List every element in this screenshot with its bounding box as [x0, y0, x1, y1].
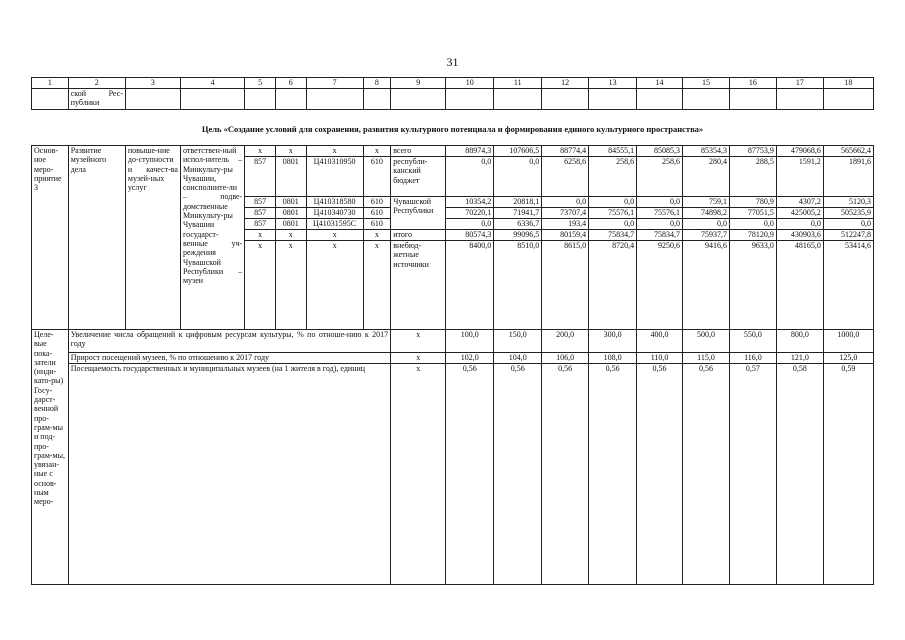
value-cell: 6336,7: [494, 219, 542, 230]
value-cell: 0,57: [729, 364, 776, 585]
value-cell: 288,5: [729, 157, 776, 197]
code-cell: x: [275, 146, 306, 157]
table-cell: [180, 89, 244, 110]
value-cell: 9416,6: [683, 241, 730, 330]
column-numbers-row: [32, 78, 874, 89]
continuation-row: [32, 89, 874, 110]
value-cell: 8720,4: [589, 241, 637, 330]
value-cell: 550,0: [729, 330, 776, 353]
value-cell: 8615,0: [542, 241, 589, 330]
measure-purpose: повыше-ние до-ступности и качест-ва музей-ных услуг: [125, 146, 180, 330]
code-cell: 857: [245, 157, 276, 197]
measure-executor: ответствен-ный испол-нитель – Минкульту-ры Чувашии, соисполните-ли – подве-домственные Минкульту-ры Чувашии государст-венные уч-реждения Чувашской Республики – музеи: [180, 146, 244, 330]
value-cell: 0,0: [823, 219, 873, 230]
value-cell: 75937,7: [683, 230, 730, 241]
table-cell: [275, 89, 306, 110]
value-cell: 400,0: [637, 330, 683, 353]
value-cell: 759,1: [683, 197, 730, 208]
value-cell: 107606,5: [494, 146, 542, 157]
value-cell: 430903,6: [776, 230, 823, 241]
goal-heading: Цель «Создание условий для сохранения, развития культурного потенциала и формирования единого культурного пространства»: [201, 124, 704, 134]
funding-source: республи-канский бюджет: [391, 157, 446, 197]
value-cell: 80574,3: [446, 230, 494, 241]
value-cell: 0,56: [542, 364, 589, 585]
code-cell: Ц410310950: [306, 157, 363, 197]
measure-title: Развитие музейного дела: [68, 146, 125, 330]
value-cell: 6258,6: [542, 157, 589, 197]
value-cell: 71941,7: [494, 208, 542, 219]
funding-source: всего: [391, 146, 446, 157]
column-number: 5: [245, 78, 276, 89]
indicator-text: Посещаемость государственных и муниципальных музеев (на 1 жителя в год), единиц: [68, 364, 390, 585]
table-cell: [32, 89, 69, 110]
funding-source: итого: [391, 230, 446, 241]
value-cell: 106,0: [542, 353, 589, 364]
value-cell: 70220,1: [446, 208, 494, 219]
code-cell: 0801: [275, 219, 306, 230]
value-cell: 0,0: [446, 157, 494, 197]
value-cell: 121,0: [776, 353, 823, 364]
value-cell: 4307,2: [776, 197, 823, 208]
value-cell: 125,0: [823, 353, 873, 364]
code-cell: x: [306, 146, 363, 157]
value-cell: 88774,4: [542, 146, 589, 157]
indicator-x: x: [391, 364, 446, 585]
value-cell: 0,0: [729, 219, 776, 230]
code-cell: Ц410318580: [306, 197, 363, 208]
value-cell: 9633,0: [729, 241, 776, 330]
value-cell: 0,0: [589, 197, 637, 208]
value-cell: 0,0: [542, 197, 589, 208]
code-cell: 610: [363, 197, 391, 208]
table-cell: [729, 89, 776, 110]
code-cell: x: [306, 241, 363, 330]
value-cell: 108,0: [589, 353, 637, 364]
code-cell: x: [245, 241, 276, 330]
column-number: 16: [729, 78, 776, 89]
value-cell: 75834,7: [589, 230, 637, 241]
value-cell: 104,0: [494, 353, 542, 364]
column-number: 18: [823, 78, 873, 89]
value-cell: 780,9: [729, 197, 776, 208]
value-cell: 512247,8: [823, 230, 873, 241]
value-cell: 75834,7: [637, 230, 683, 241]
value-cell: 0,59: [823, 364, 873, 585]
code-cell: 857: [245, 197, 276, 208]
code-cell: 0801: [275, 197, 306, 208]
value-cell: 500,0: [683, 330, 730, 353]
value-cell: 1591,2: [776, 157, 823, 197]
measure-table: [31, 145, 874, 585]
code-cell: x: [363, 230, 391, 241]
value-cell: 100,0: [446, 330, 494, 353]
column-number: 15: [683, 78, 730, 89]
indicator-x: x: [391, 353, 446, 364]
table-row: [32, 146, 874, 157]
indicator-text: Прирост посещений музеев, % по отношению к 2017 году: [68, 353, 390, 364]
value-cell: 78120,9: [729, 230, 776, 241]
indicators-label: Целе-вые пока-затели (инди-като-ры) Госу-дарст-венной про-грам-мы и под-про-грам-мы, увязан-ные с основ-ным меро-: [32, 330, 69, 585]
code-cell: 857: [245, 208, 276, 219]
value-cell: 280,4: [683, 157, 730, 197]
code-cell: 610: [363, 208, 391, 219]
value-cell: 80159,4: [542, 230, 589, 241]
value-cell: 0,56: [683, 364, 730, 585]
value-cell: 200,0: [542, 330, 589, 353]
table-cell: [683, 89, 730, 110]
code-cell: 0801: [275, 157, 306, 197]
value-cell: 258,6: [637, 157, 683, 197]
page-number: 31: [446, 55, 459, 69]
code-cell: x: [306, 230, 363, 241]
value-cell: 115,0: [683, 353, 730, 364]
value-cell: 84555,1: [589, 146, 637, 157]
code-cell: 857: [245, 219, 276, 230]
value-cell: 193,4: [542, 219, 589, 230]
value-cell: 75576,1: [637, 208, 683, 219]
value-cell: 565662,4: [823, 146, 873, 157]
code-cell: 610: [363, 157, 391, 197]
indicator-row: [32, 330, 874, 353]
value-cell: 0,56: [446, 364, 494, 585]
measure-name: Основ-ное меро-приятие 3: [32, 146, 69, 330]
continuation-text: ской Рес-публики: [68, 89, 125, 110]
column-number: 3: [125, 78, 180, 89]
value-cell: 99096,5: [494, 230, 542, 241]
code-cell: x: [275, 241, 306, 330]
value-cell: 0,0: [637, 197, 683, 208]
indicator-row: [32, 364, 874, 585]
value-cell: 8510,0: [494, 241, 542, 330]
value-cell: 77051,5: [729, 208, 776, 219]
value-cell: 479068,6: [776, 146, 823, 157]
column-number: 2: [68, 78, 125, 89]
value-cell: 0,0: [589, 219, 637, 230]
code-cell: x: [363, 241, 391, 330]
value-cell: 75576,1: [589, 208, 637, 219]
column-number: 10: [446, 78, 494, 89]
code-cell: x: [245, 230, 276, 241]
value-cell: 10354,2: [446, 197, 494, 208]
value-cell: 9250,6: [637, 241, 683, 330]
value-cell: 0,0: [637, 219, 683, 230]
value-cell: 116,0: [729, 353, 776, 364]
value-cell: 1891,6: [823, 157, 873, 197]
table-cell: [125, 89, 180, 110]
value-cell: 74898,2: [683, 208, 730, 219]
code-cell: Ц410340730: [306, 208, 363, 219]
code-cell: 610: [363, 219, 391, 230]
code-cell: 0801: [275, 208, 306, 219]
column-number: 11: [494, 78, 542, 89]
table-cell: [446, 89, 494, 110]
value-cell: 1000,0: [823, 330, 873, 353]
value-cell: 0,56: [494, 364, 542, 585]
column-number: 4: [180, 78, 244, 89]
value-cell: 102,0: [446, 353, 494, 364]
value-cell: 800,0: [776, 330, 823, 353]
column-number: 6: [275, 78, 306, 89]
table-cell: [637, 89, 683, 110]
code-cell: x: [275, 230, 306, 241]
table-cell: [589, 89, 637, 110]
value-cell: 5120,3: [823, 197, 873, 208]
column-number: 7: [306, 78, 363, 89]
value-cell: 73707,4: [542, 208, 589, 219]
value-cell: 0,0: [683, 219, 730, 230]
table-cell: [823, 89, 873, 110]
code-cell: Ц41031595С: [306, 219, 363, 230]
table-cell: [245, 89, 276, 110]
table-cell: [391, 89, 446, 110]
column-number: 17: [776, 78, 823, 89]
value-cell: 300,0: [589, 330, 637, 353]
value-cell: 85085,3: [637, 146, 683, 157]
column-number: 14: [637, 78, 683, 89]
value-cell: 150,0: [494, 330, 542, 353]
value-cell: 20818,1: [494, 197, 542, 208]
value-cell: 0,0: [446, 219, 494, 230]
value-cell: 0,58: [776, 364, 823, 585]
value-cell: 110,0: [637, 353, 683, 364]
column-number: 12: [542, 78, 589, 89]
indicator-x: x: [391, 330, 446, 353]
value-cell: 53414,6: [823, 241, 873, 330]
value-cell: 0,56: [637, 364, 683, 585]
table-cell: [363, 89, 391, 110]
funding-source: внебюд-жетные источники: [391, 241, 446, 330]
table-cell: [542, 89, 589, 110]
table-cell: [306, 89, 363, 110]
value-cell: 258,6: [589, 157, 637, 197]
code-cell: x: [245, 146, 276, 157]
code-cell: x: [363, 146, 391, 157]
indicator-row: [32, 353, 874, 364]
value-cell: 8400,0: [446, 241, 494, 330]
value-cell: 0,0: [776, 219, 823, 230]
value-cell: 87753,9: [729, 146, 776, 157]
value-cell: 48165,0: [776, 241, 823, 330]
indicator-text: Увеличение числа обращений к цифровым ресурсам культуры, % по отноше-нию к 2017 году: [68, 330, 390, 353]
header-table: [31, 77, 874, 110]
value-cell: 85354,3: [683, 146, 730, 157]
column-number: 9: [391, 78, 446, 89]
column-number: 8: [363, 78, 391, 89]
funding-source: Чувашской Республики: [391, 197, 446, 230]
column-number: 13: [589, 78, 637, 89]
column-number: 1: [32, 78, 69, 89]
table-cell: [494, 89, 542, 110]
table-cell: [776, 89, 823, 110]
value-cell: 88974,3: [446, 146, 494, 157]
value-cell: 425005,2: [776, 208, 823, 219]
value-cell: 505235,9: [823, 208, 873, 219]
value-cell: 0,0: [494, 157, 542, 197]
value-cell: 0,56: [589, 364, 637, 585]
